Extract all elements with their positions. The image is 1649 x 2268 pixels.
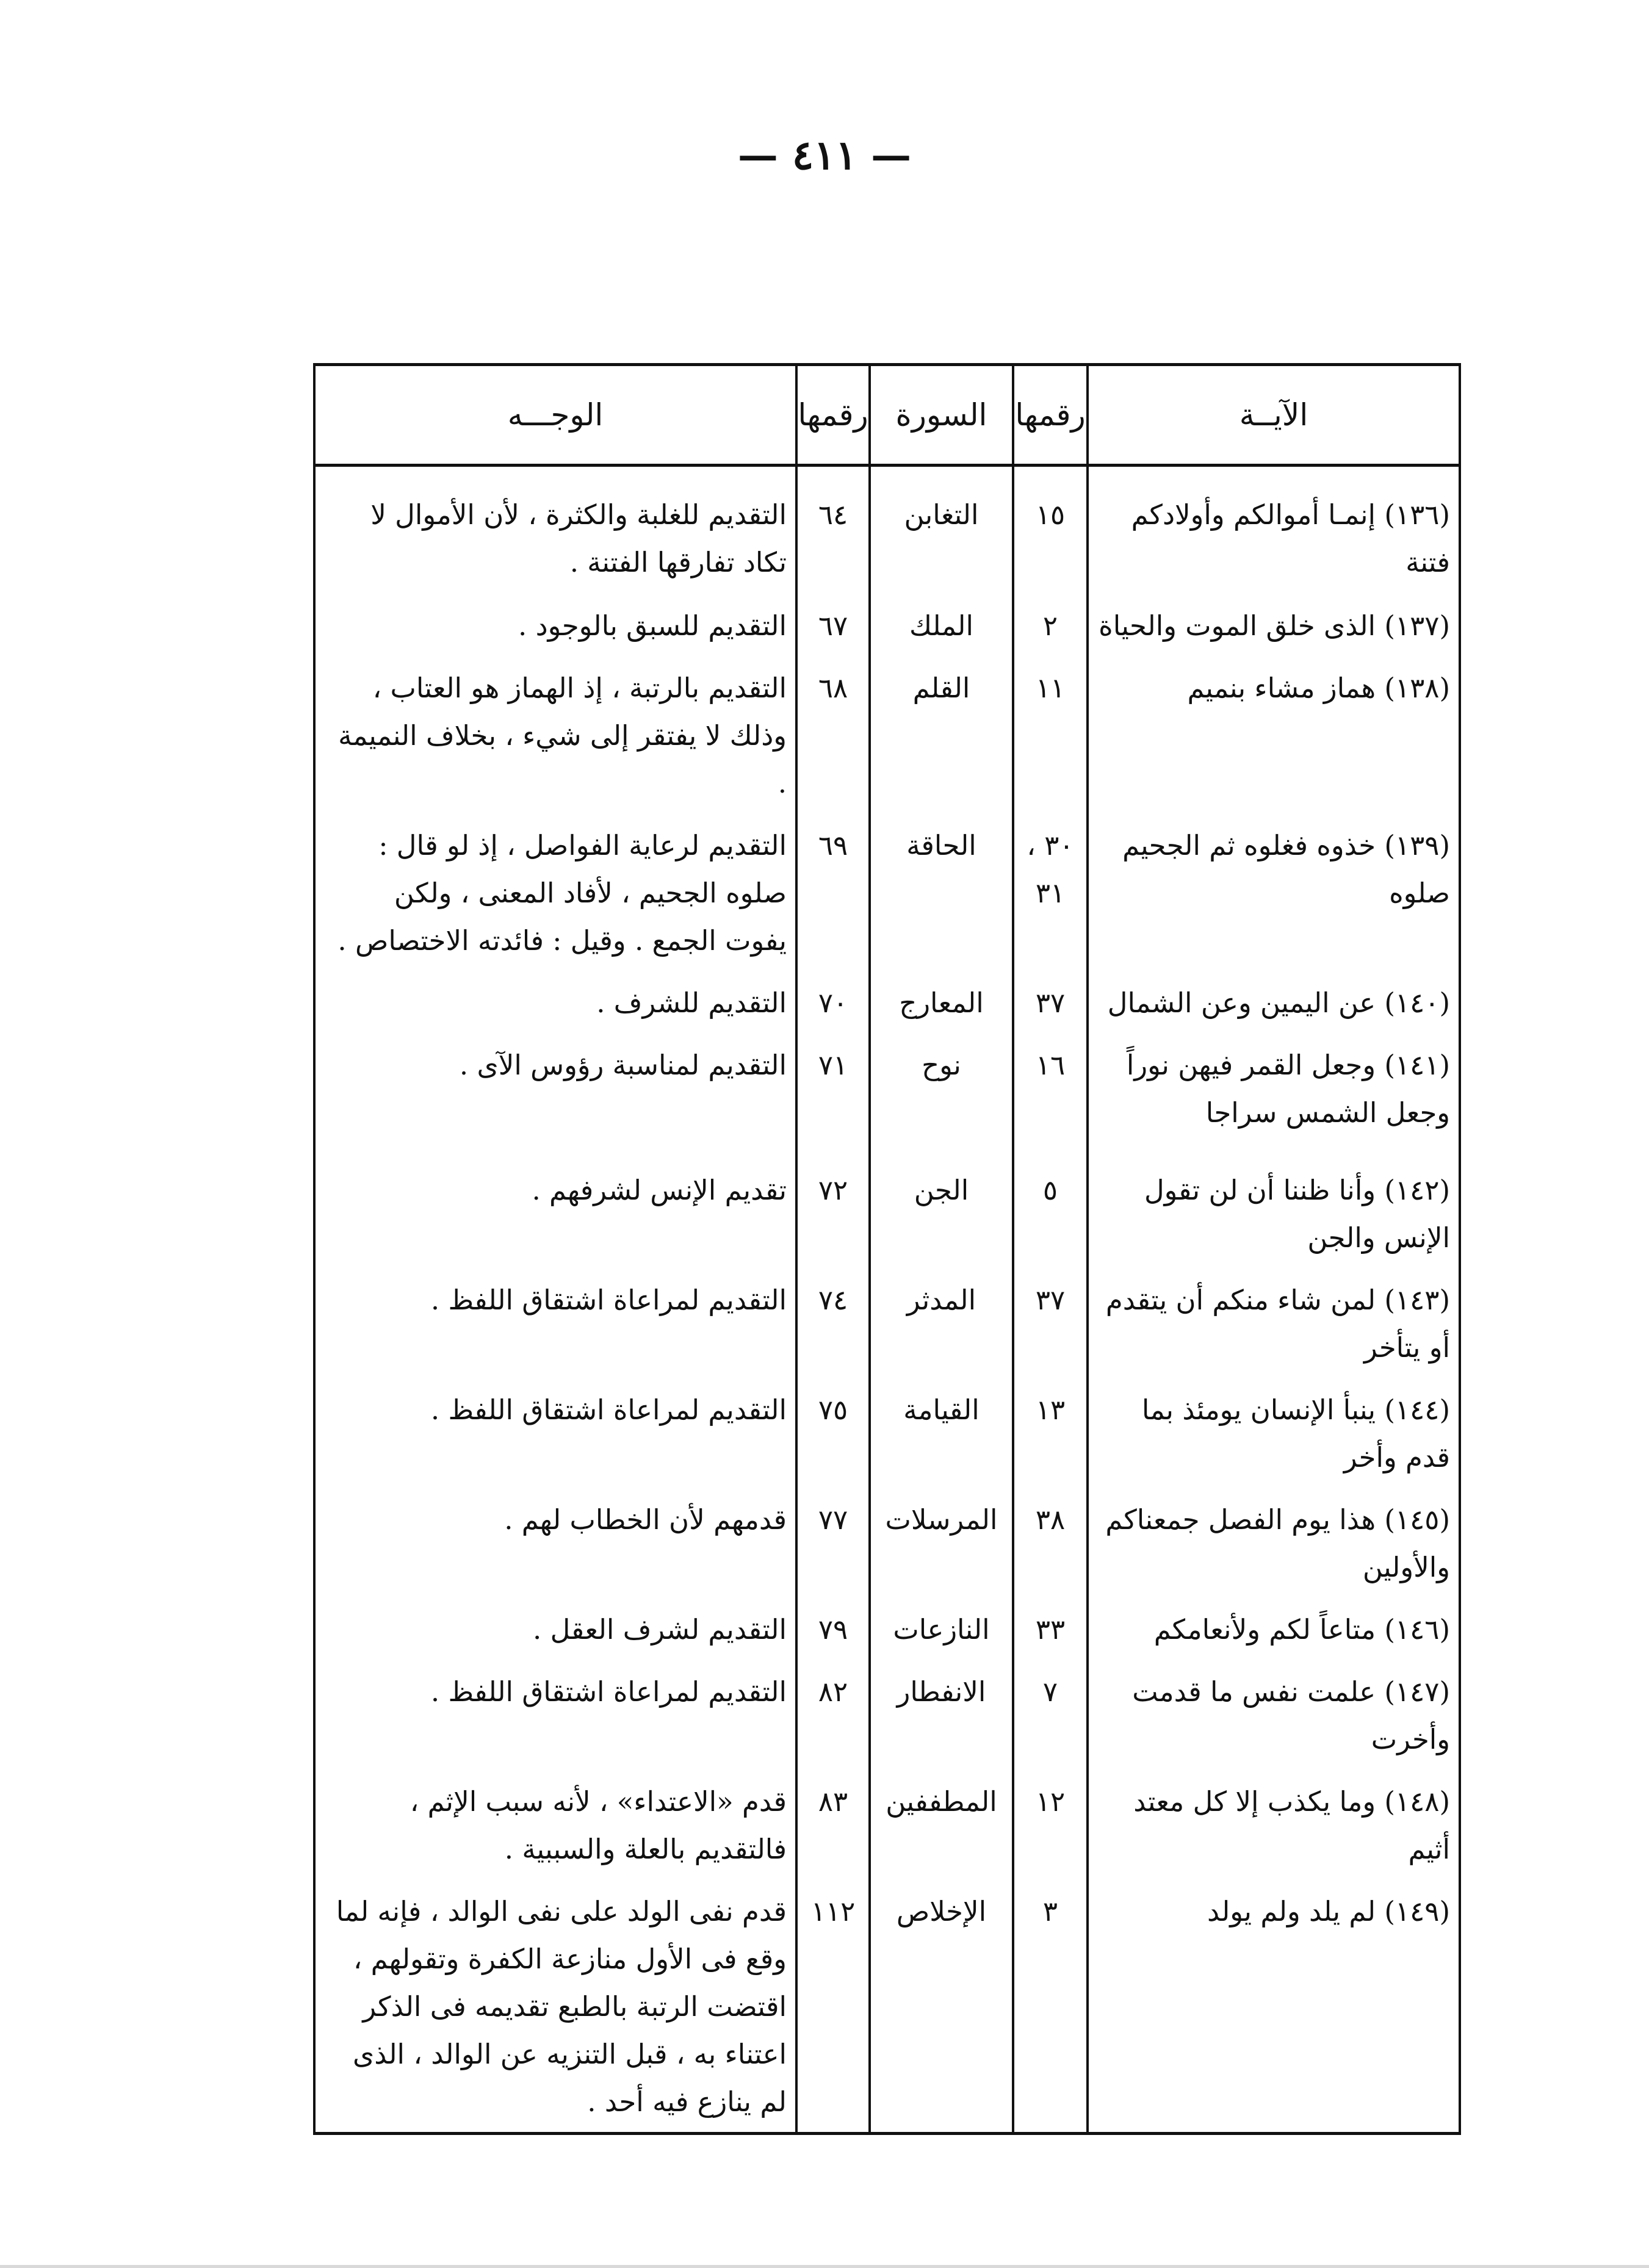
table-row [314,1769,1460,1879]
table-header-row [314,365,1460,466]
verse-number-cell: ٧ [1013,1660,1088,1769]
aspect-cell: تقديم الإنس لشرفهم . [314,1158,796,1268]
verse-number-cell: ٣ [1013,1879,1088,2134]
verse-number-cell: ١٢ [1013,1769,1088,1879]
surah-number-cell: ٧٧ [796,1488,870,1597]
verse-number-cell: ٣٧ [1013,1268,1088,1378]
surah-number-cell: ٨٢ [796,1660,870,1769]
verse-cell: (١٤٨) وما يكذب إلا كل معتد أثيم [1088,1769,1460,1879]
verse-number-cell: ٣٠ ، ٣١ [1013,813,1088,971]
table-row [314,466,1460,594]
scan-edge-line [0,2265,1649,2268]
aspect-cell: التقديم بالرتبة ، إذ الهماز هو العتاب ، وذلك لا يفتقر إلى شيء ، بخلاف النميمة . [314,656,796,813]
surah-cell: الملك [870,594,1013,656]
verse-cell: (١٣٩) خذوه فغلوه ثم الجحيم صلوه [1088,813,1460,971]
verse-cell: (١٤٧) علمت نفس ما قدمت وأخرت [1088,1660,1460,1769]
surah-number-cell: ١١٢ [796,1879,870,2134]
header-verse-number: رقمها [1013,365,1088,466]
verse-cell: (١٤٠) عن اليمين وعن الشمال [1088,971,1460,1033]
surah-number-cell: ٦٤ [796,466,870,594]
aspect-cell: التقديم لرعاية الفواصل ، إذ لو قال : صلوه الجحيم ، لأفاد المعنى ، ولكن يفوت الجمع . وقيل : فائدته الاختصاص . [314,813,796,971]
verse-number-cell: ١٦ [1013,1033,1088,1158]
table-row [314,971,1460,1033]
surah-cell: النازعات [870,1597,1013,1660]
surah-number-cell: ٧٠ [796,971,870,1033]
table-row [314,594,1460,656]
surah-cell: التغابن [870,466,1013,594]
surah-number-cell: ٦٧ [796,594,870,656]
header-surah: السورة [870,365,1013,466]
aspect-cell: التقديم لشرف العقل . [314,1597,796,1660]
table-row [314,1158,1460,1268]
table-row [314,1597,1460,1660]
verse-number-cell: ٣٧ [1013,971,1088,1033]
verse-cell: (١٣٨) هماز مشاء بنميم [1088,656,1460,813]
verse-cell: (١٣٦) إنمـا أموالكم وأولادكم فتنة [1088,466,1460,594]
aspect-cell: قدم نفى الولد على نفى الوالد ، فإنه لما وقع فى الأول منازعة الكفرة وتقولهم ، اقتضت الرتبة بالطبع تقديمه فى الذكر اعتناء به ، قبل التنزيه عن الوالد ، الذى لم ينازع فيه أحد . [314,1879,796,2134]
aspect-cell: التقديم لمراعاة اشتقاق اللفظ . [314,1660,796,1769]
verse-number-cell: ٣٣ [1013,1597,1088,1660]
verse-cell: (١٤٩) لم يلد ولم يولد [1088,1879,1460,2134]
verse-cell: (١٤٤) ينبأ الإنسان يومئذ بما قدم وأخر [1088,1378,1460,1488]
surah-number-cell: ٦٨ [796,656,870,813]
page-number: — ٤١١ — [737,131,912,179]
surah-cell: الانفطار [870,1660,1013,1769]
surah-number-cell: ٧١ [796,1033,870,1158]
surah-cell: الجن [870,1158,1013,1268]
verse-cell: (١٣٧) الذى خلق الموت والحياة [1088,594,1460,656]
surah-cell: المرسلات [870,1488,1013,1597]
verse-number-cell: ١٣ [1013,1378,1088,1488]
surah-number-cell: ٧٢ [796,1158,870,1268]
surah-number-cell: ٧٩ [796,1597,870,1660]
aspect-cell: التقديم للسبق بالوجود . [314,594,796,656]
verse-cell: (١٤٥) هذا يوم الفصل جمعناكم والأولين [1088,1488,1460,1597]
verse-table [313,363,1461,2135]
verse-number-cell: ٥ [1013,1158,1088,1268]
table-row [314,1660,1460,1769]
surah-cell: المعارج [870,971,1013,1033]
verse-cell: (١٤٣) لمن شاء منكم أن يتقدم أو يتأخر [1088,1268,1460,1378]
verse-cell: (١٤١) وجعل القمر فيهن نوراً وجعل الشمس سراجا [1088,1033,1460,1158]
aspect-cell: قدم «الاعتداء» ، لأنه سبب الإثم ، فالتقديم بالعلة والسببية . [314,1769,796,1879]
surah-cell: القيامة [870,1378,1013,1488]
table-row [314,656,1460,813]
table-row [314,1033,1460,1158]
surah-cell: الحاقة [870,813,1013,971]
aspect-cell: التقديم لمناسبة رؤوس الآى . [314,1033,796,1158]
aspect-cell: التقديم لمراعاة اشتقاق اللفظ . [314,1378,796,1488]
surah-number-cell: ٦٩ [796,813,870,971]
header-verse: الآيــة [1088,365,1460,466]
table-row [314,813,1460,971]
verse-number-cell: ٢ [1013,594,1088,656]
verse-number-cell: ٣٨ [1013,1488,1088,1597]
surah-number-cell: ٧٥ [796,1378,870,1488]
table-row [314,1378,1460,1488]
verse-cell: (١٤٦) متاعاً لكم ولأنعامكم [1088,1597,1460,1660]
table-row [314,1488,1460,1597]
header-surah-number: رقمها [796,365,870,466]
surah-cell: القلم [870,656,1013,813]
verse-number-cell: ١٥ [1013,466,1088,594]
aspect-cell: التقديم للغلبة والكثرة ، لأن الأموال لا تكاد تفارقها الفتنة . [314,466,796,594]
surah-number-cell: ٧٤ [796,1268,870,1378]
verse-number-cell: ١١ [1013,656,1088,813]
surah-cell: نوح [870,1033,1013,1158]
table-row [314,1268,1460,1378]
aspect-cell: التقديم للشرف . [314,971,796,1033]
aspect-cell: التقديم لمراعاة اشتقاق اللفظ . [314,1268,796,1378]
surah-cell: الإخلاص [870,1879,1013,2134]
surah-number-cell: ٨٣ [796,1769,870,1879]
verse-cell: (١٤٢) وأنا ظننا أن لن تقول الإنس والجن [1088,1158,1460,1268]
header-aspect: الوجـــه [314,365,796,466]
aspect-cell: قدمهم لأن الخطاب لهم . [314,1488,796,1597]
surah-cell: المطففين [870,1769,1013,1879]
table-row [314,1879,1460,2134]
surah-cell: المدثر [870,1268,1013,1378]
